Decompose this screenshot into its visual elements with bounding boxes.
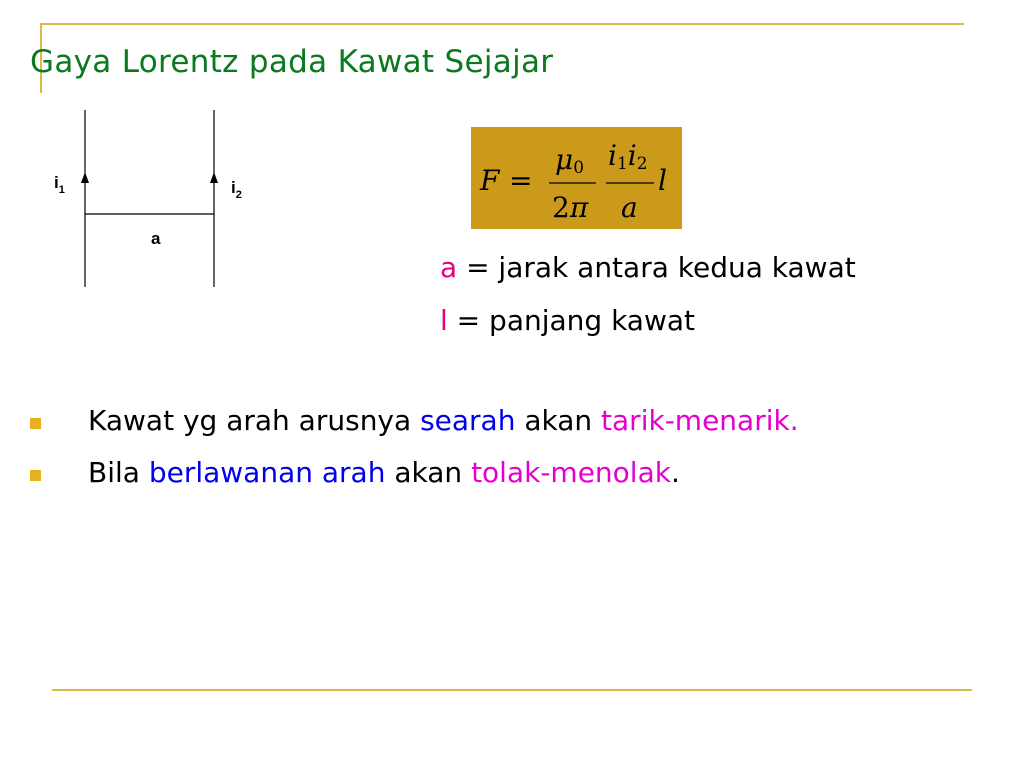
bullet-text: Bila berlawanan arah akan tolak-menolak. bbox=[88, 456, 680, 489]
formula-l: l bbox=[658, 164, 667, 197]
formula-a: a bbox=[621, 191, 638, 224]
formula-2pi: 2π bbox=[552, 191, 589, 224]
definition-l-symbol: l bbox=[440, 304, 448, 337]
parallel-wires-diagram bbox=[40, 100, 280, 300]
current-1-arrow-icon bbox=[81, 172, 89, 183]
definition-l bbox=[440, 304, 695, 337]
bullet-square-icon bbox=[30, 470, 41, 481]
bullet-text: Kawat yg arah arusnya searah akan tarik-menarik. bbox=[88, 404, 799, 437]
definition-a bbox=[440, 251, 856, 284]
current-2-arrow-icon bbox=[210, 172, 218, 183]
lorentz-force-formula bbox=[471, 127, 682, 229]
top-rule bbox=[40, 23, 964, 25]
formula-F: F bbox=[480, 164, 500, 197]
distance-label: a bbox=[151, 229, 161, 248]
current-2-label: $i_2$ bbox=[231, 178, 242, 201]
definition-l-text: = panjang kawat bbox=[447, 304, 695, 337]
formula-i1i2: i1i2 bbox=[608, 139, 648, 174]
bottom-rule bbox=[52, 689, 972, 691]
definition-a-text: = jarak antara kedua kawat bbox=[457, 251, 856, 284]
formula-equals: = bbox=[509, 164, 533, 197]
formula-mu: μ0 bbox=[555, 143, 585, 178]
bullet-square-icon bbox=[30, 418, 41, 429]
formula-box bbox=[471, 127, 682, 229]
slide-title: Gaya Lorentz pada Kawat Sejajar bbox=[30, 44, 554, 80]
definition-a-symbol: a bbox=[440, 251, 458, 284]
current-1-label: $i_1$ bbox=[54, 173, 65, 196]
